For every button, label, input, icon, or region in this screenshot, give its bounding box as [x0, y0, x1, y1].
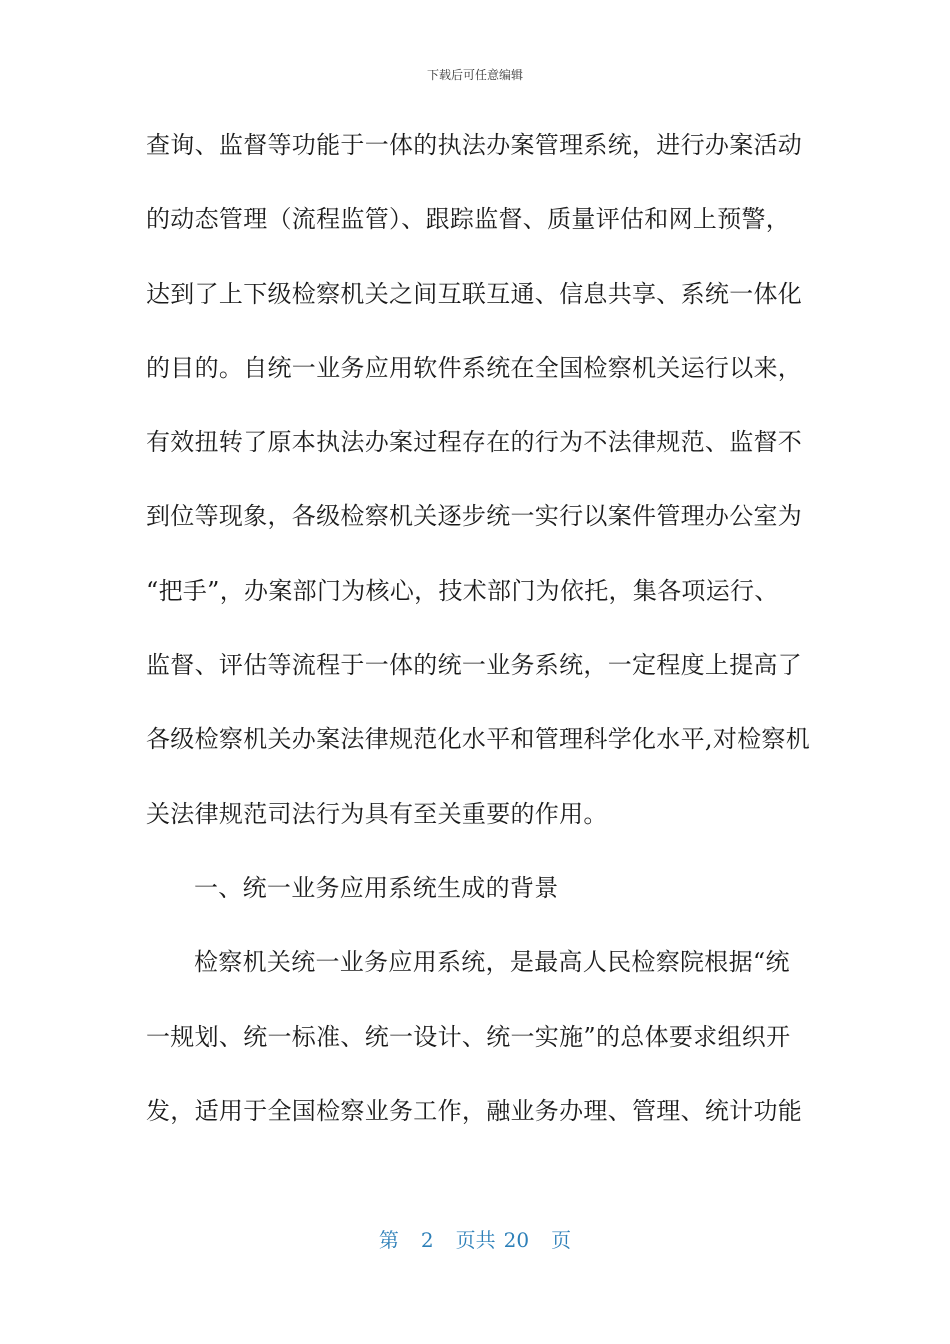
paragraph-line: “把手”，办案部门为核心，技术部门为依托，集各项运行、: [146, 576, 779, 605]
footer-middle: 页共: [455, 1228, 496, 1252]
paragraph-line: 监督、评估等流程于一体的统一业务系统，一定程度上提高了: [146, 651, 803, 680]
paragraph-line: 关法律规范司法行为具有至关重要的作用。: [146, 799, 608, 828]
footer-page-number: 2: [420, 1228, 434, 1252]
page-footer: [0, 1224, 950, 1253]
footer-total-pages: 20: [503, 1228, 530, 1252]
footer-suffix: 页: [551, 1228, 572, 1252]
paragraph-line: 的动态管理（流程监管）、跟踪监督、质量评估和网上预警，: [146, 205, 791, 234]
paragraph-line: 发，适用于全国检察业务工作，融业务办理、管理、统计功能: [146, 1096, 803, 1125]
paragraph-line: 查询、监督等功能于一体的执法办案管理系统，进行办案活动: [146, 131, 803, 159]
paragraph-line: 一规划、统一标准、统一设计、统一实施”的总体要求组织开: [146, 1022, 791, 1051]
paragraph-line: 检察机关统一业务应用系统，是最高人民检察院根据“统: [194, 948, 790, 977]
document-body: [146, 122, 811, 1162]
section-heading: 一、统一业务应用系统生成的背景: [194, 873, 559, 902]
paragraph-line: 有效扭转了原本执法办案过程存在的行为不法律规范、监督不: [146, 428, 803, 457]
paragraph-line: 到位等现象，各级检察机关逐步统一实行以案件管理办公室为: [146, 502, 803, 531]
footer-prefix: 第: [378, 1228, 399, 1252]
paragraph-line: 的目的。自统一业务应用软件系统在全国检察机关运行以来，: [146, 353, 803, 382]
paragraph-line: 各级检察机关办案法律规范化水平和管理科学化水平,对检察机: [146, 725, 811, 754]
page-header: 下载后可任意编辑: [426, 68, 523, 82]
paragraph-line: 达到了上下级检察机关之间互联互通、信息共享、系统一体化: [146, 279, 803, 308]
